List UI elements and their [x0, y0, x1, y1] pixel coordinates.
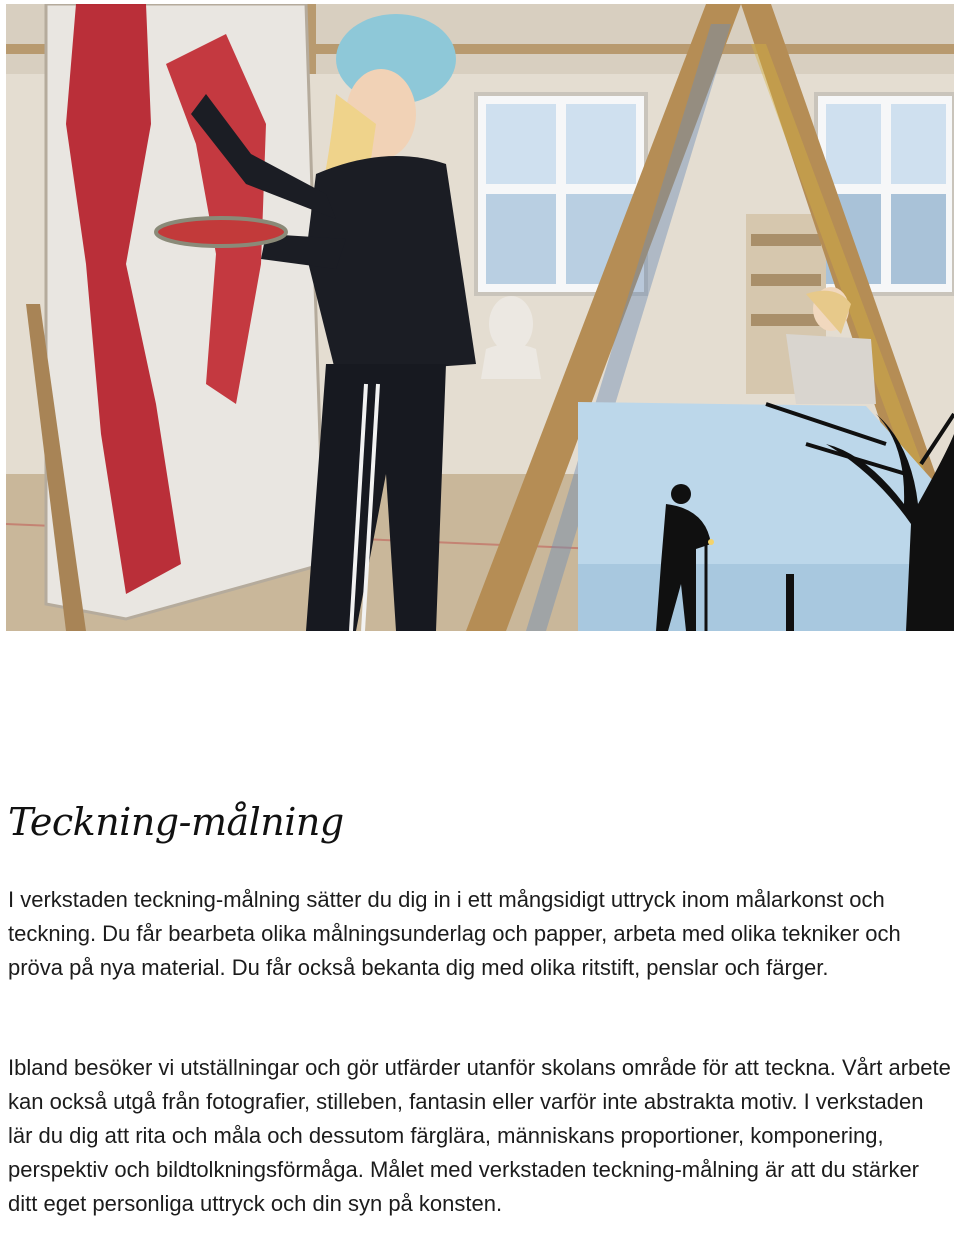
paragraph-intro: I verkstaden teckning-målning sätter du dig in i ett mångsidigt uttryck inom målarkonst och teckning. Du får bearbeta olika målningsunderlag och papper, arbeta med olika tekniker och pröva på nya material. Du får också bekanta dig med olika ritstift, penslar och färger. — [8, 887, 901, 980]
workshop-photo — [6, 4, 954, 631]
workshop-photo-illustration — [6, 4, 954, 631]
page-title: Teckning-målning — [8, 800, 344, 844]
canvas-left — [46, 4, 324, 619]
paragraph-details: Ibland besöker vi utställningar och gör utfärder utanför skolans område för att teckna. Vårt arbete kan också utgå från fotografier, stilleben, fantasin eller varför inte abstrakta motiv. I verkstaden lär du dig att rita och måla och dessutom färglära, människans proportioner, komponering, perspektiv och bildtolkningsförmåga. Målet med verkstaden teckning-målning är att du stärker ditt eget personliga uttryck och din syn på konsten. — [8, 1055, 951, 1216]
